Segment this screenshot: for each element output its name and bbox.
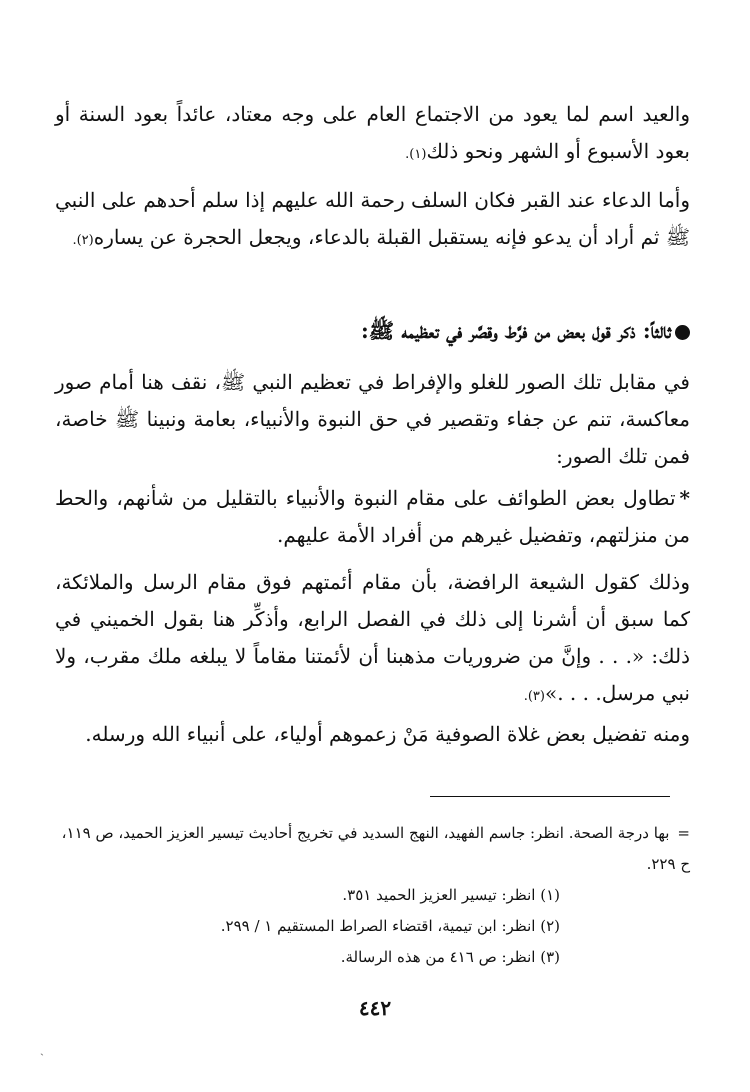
section-heading [55, 312, 690, 349]
footnote-text: بها درجة الصحة. انظر: جاسم الفهيد، النهج السديد في تخريج أحاديث تيسير العزيز الحميد، ص ١١٩، ح ٢٢٩. [61, 824, 690, 873]
stray-mark: ˏ [40, 1042, 44, 1056]
page-number: ٤٤٢ [358, 996, 392, 1020]
continuation-mark: = [677, 824, 690, 842]
paragraph-contrary-images [55, 364, 690, 475]
footnote-continuation [55, 818, 690, 880]
paragraph-rafidah-quote [55, 564, 690, 715]
paragraph-text: وذلك كقول الشيعة الرافضة، بأن مقام أئمتهم فوق مقام الرسل والملائكة، كما سبق أن أشرنا إلى ذلك في الفصل الرابع، وأذكِّر هنا بقول الخميني في ذلك: «. . . وإنَّ من ضروريات مذهبنا أن لأئمتنا مقاماً لا يبلغه ملك مقرب، ولا نبي مرسل. . . .» [55, 570, 690, 705]
footnote-3: (٣) انظر: ص ٤١٦ من هذه الرسالة. [340, 948, 560, 966]
footnote-2: (٢) انظر: ابن تيمية، اقتضاء الصراط المستقيم ١ / ٢٩٩. [220, 917, 560, 935]
heading-text: ثالثاً: ذكر قول بعض من فرَّط وقصَّر في تعظيمه ﷺ: [361, 318, 671, 343]
footnotes-section [55, 818, 690, 973]
paragraph-text: والعيد اسم لما يعود من الاجتماع العام على وجه معتاد، عائداً بعود السنة أو بعود الأسبوع أو الشهر ونحو ذلك [55, 102, 690, 163]
paragraph-dua-at-grave [55, 182, 690, 259]
paragraph-sufi-extremists [55, 716, 690, 753]
footnote-ref: (٣). [523, 689, 545, 704]
footnote-ref: (١). [405, 147, 427, 162]
bullet-icon [675, 325, 690, 340]
paragraph-eid-definition [55, 96, 690, 173]
paragraph-text: وأما الدعاء عند القبر فكان السلف رحمة الله عليهم إذا سلم أحدهم على النبي ﷺ ثم أراد أن يدعو فإنه يستقبل القبلة بالدعاء، ويجعل الحجرة عن يساره [55, 188, 690, 249]
paragraph-text: في مقابل تلك الصور للغلو والإفراط في تعظيم النبي ﷺ، نقف هنا أمام صور معاكسة، تنم عن جفاء وتقصير في حق النبوة والأنبياء، بعامة ونبينا ﷺ خاصة، فمن تلك الصور: [55, 370, 690, 468]
paragraph-text: تطاول بعض الطوائف على مقام النبوة والأنبياء بالتقليل من شأنهم، والحط من منزلتهم، وتفضيل غيرهم من أفراد الأمة عليهم. [55, 486, 690, 547]
footnote-divider [430, 796, 670, 797]
asterisk-icon: * [679, 486, 690, 510]
paragraph-sects-belittling [55, 480, 690, 554]
footnote-ref: (٢). [72, 233, 94, 248]
paragraph-text: ومنه تفضيل بعض غلاة الصوفية مَنْ زعموهم أولياء، على أنبياء الله ورسله. [85, 722, 690, 746]
footnote-1: (١) انظر: تيسير العزيز الحميد ٣٥١. [342, 886, 560, 904]
